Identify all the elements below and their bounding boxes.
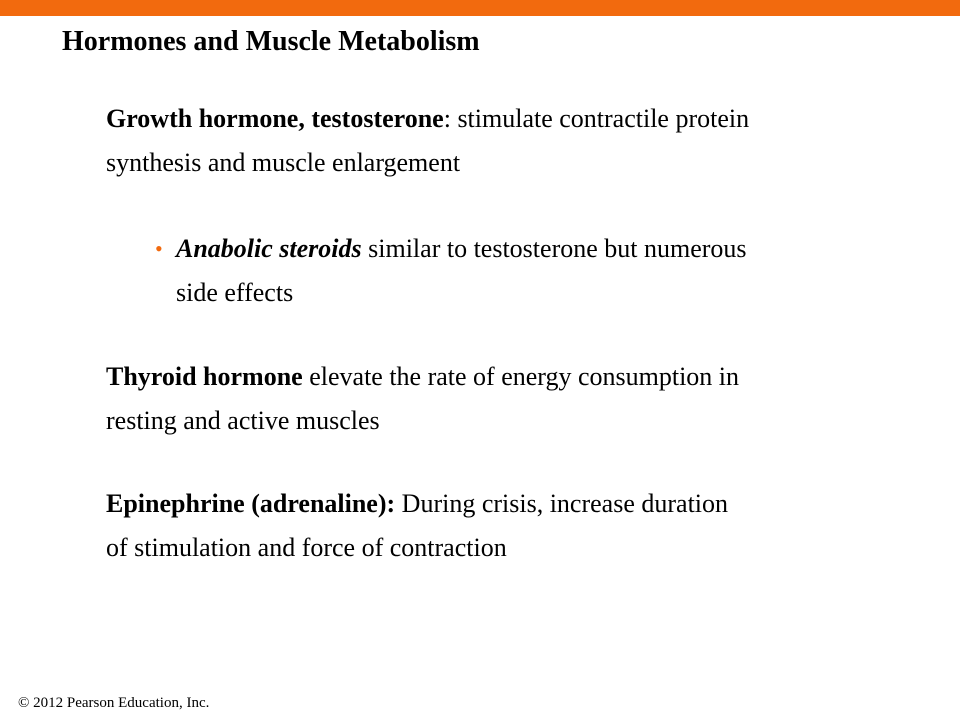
point-text: : stimulate contractile protein	[443, 104, 750, 133]
bullet-icon: •	[155, 236, 163, 261]
slide-title: Hormones and Muscle Metabolism	[62, 26, 480, 57]
accent-top-bar	[0, 0, 960, 16]
point-term: Growth hormone, testosterone	[106, 104, 444, 133]
point-line-2: side effects	[176, 278, 294, 307]
point-line-1	[106, 355, 906, 399]
point-line-2: of stimulation and force of contraction	[106, 533, 507, 562]
point-epinephrine	[106, 482, 906, 570]
point-line-2: resting and active muscles	[106, 406, 380, 435]
point-text: similar to testosterone but numerous	[361, 234, 747, 263]
copyright-footer: © 2012 Pearson Education, Inc.	[18, 695, 210, 711]
point-line-1	[106, 482, 906, 526]
point-line-1	[176, 227, 895, 271]
point-line-1	[106, 97, 906, 141]
point-text: elevate the rate of energy consumption in	[302, 362, 740, 391]
subpoint-text	[155, 227, 895, 315]
point-term: Anabolic steroids	[176, 234, 362, 263]
point-text: During crisis, increase duration	[395, 489, 729, 518]
point-line-2: synthesis and muscle enlargement	[106, 148, 461, 177]
point-growth-hormone	[106, 97, 906, 185]
subpoint-anabolic-steroids	[155, 227, 895, 315]
point-term: Thyroid hormone	[106, 362, 303, 391]
point-term: Epinephrine (adrenaline):	[106, 489, 396, 518]
point-thyroid-hormone	[106, 355, 906, 443]
